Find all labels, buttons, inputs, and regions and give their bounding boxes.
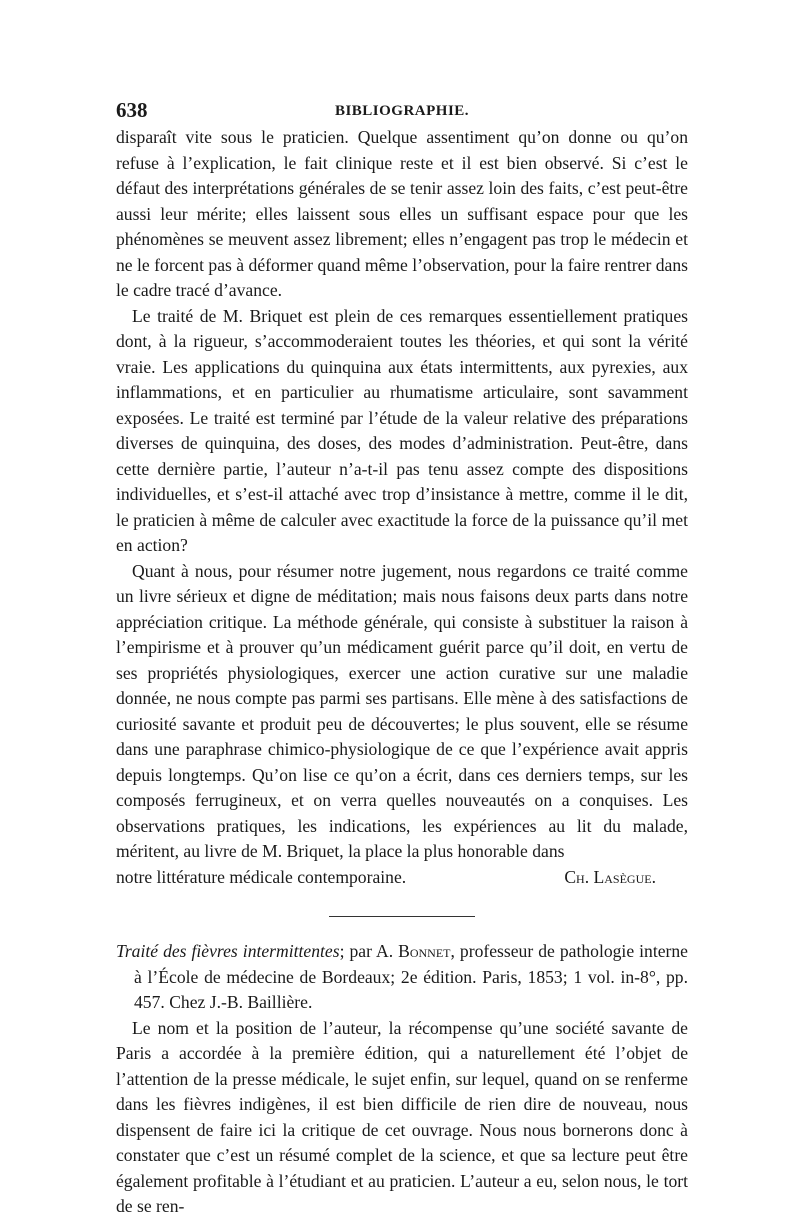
book-citation [116,939,688,1016]
review-briquet [116,125,688,890]
book-title: Traité des fièvres intermittentes [116,941,340,961]
running-head: BIBLIOGRAPHIE. [334,103,470,119]
book-author: Bonnet [398,941,451,961]
closing-text: notre littérature médicale contemporaine. [116,866,407,887]
review-paragraph-2: Le traité de M. Briquet est plein de ces remarques essentiellement pratiques dont, à la rigueur, s’accommoderaient toutes les théories, et qui sont la vérité vraie. Les applications du quinquina aux états intermittents, aux pyrexies, aux inflammations, et en particulier au rhumatisme articulaire, sont savamment exposées. Le traité est terminé par l’étude de la valeur relative des préparations diverses de quinquina, des doses, des modes d’administration. Peut-être, dans cette dernière partie, l’auteur n’a-t-il pas tenu assez compte des dispositions individuelles, et s’est-il attaché avec trop d’insistance à mettre, comme il le dit, le praticien à même de calculer avec exactitude la force de la puissance qu’il met en action? [116,305,688,555]
citation-connector: ; par A. [339,941,399,961]
book-page [116,95,688,1220]
citation-details: , professeur de pathologie interne à l’École de médecine de Bordeaux; 2e édition. Paris, 1853; 1 vol. in-8°, pp. 457. Chez J.-B. Baillière. [134,941,688,1012]
review-paragraph-3: Quant à nous, pour résumer notre jugement, nous regardons ce traité comme un livre sérieux et digne de méditation; mais nous faisons deux parts dans notre appréciation critique. La méthode générale, qui consiste à substituer la raison à l’empirisme et à prouver qu’un médicament guérit parce qu’il doit, en vertu de ses propriétés physiologiques, exercer une action curative sur une maladie donnée, ne nous compte pas parmi ses partisans. Elle mène à des satisfactions de curiosité savante et produit peu de découvertes; le plus souvent, elle se résume dans une paraphrase chimico-physiologique de ce que l’expérience avait appris depuis longtemps. Qu’on lise ce qu’on a écrit, dans ces derniers temps, sur les composés ferrugineux, et on verra quelles nouveautés on a conquises. Les observations pratiques, les indications, les expériences au lit du malade, méritent, au livre de M. Briquet, la place la plus honorable dans [116,560,688,861]
review-paragraph-1: disparaît vite sous le praticien. Quelque assentiment qu’on donne ou qu’on refuse à l’explication, le fait clinique reste et il est bien observé. Si c’est le défaut des interprétations générales de se tenir assez loin des faits, c’est peut-être aussi leur mérite; elles laissent sous elles un suffisant espace pour que les phénomènes se meuvent assez librement; elles n’engagent pas trop le médecin et ne le forcent pas à déformer quand même l’observation, pour la faire rentrer dans le cadre tracé d’avance. [116,127,688,300]
page-header [116,95,688,125]
author-signature: Ch. Lasègue. [564,866,656,887]
closing-line [116,865,688,891]
section-divider [329,916,475,917]
page-number: 638 [116,98,148,122]
review-paragraph-4: Le nom et la position de l’auteur, la récompense qu’une société savante de Paris a accordée à la première édition, qui a naturellement été l’objet de l’attention de la presse médicale, le sujet enfin, sur lequel, quand on se renferme dans les fièvres indigènes, il est bien difficile de rien dire de nouveau, nous dispensent de faire ici la critique de cet ouvrage. Nous nous bornerons donc à constater que c’est un résumé complet de la science, et que sa lecture peut être également profitable à l’étudiant et au praticien. L’auteur a eu, selon nous, le tort de se ren- [116,1017,688,1216]
review-bonnet [116,939,688,1220]
